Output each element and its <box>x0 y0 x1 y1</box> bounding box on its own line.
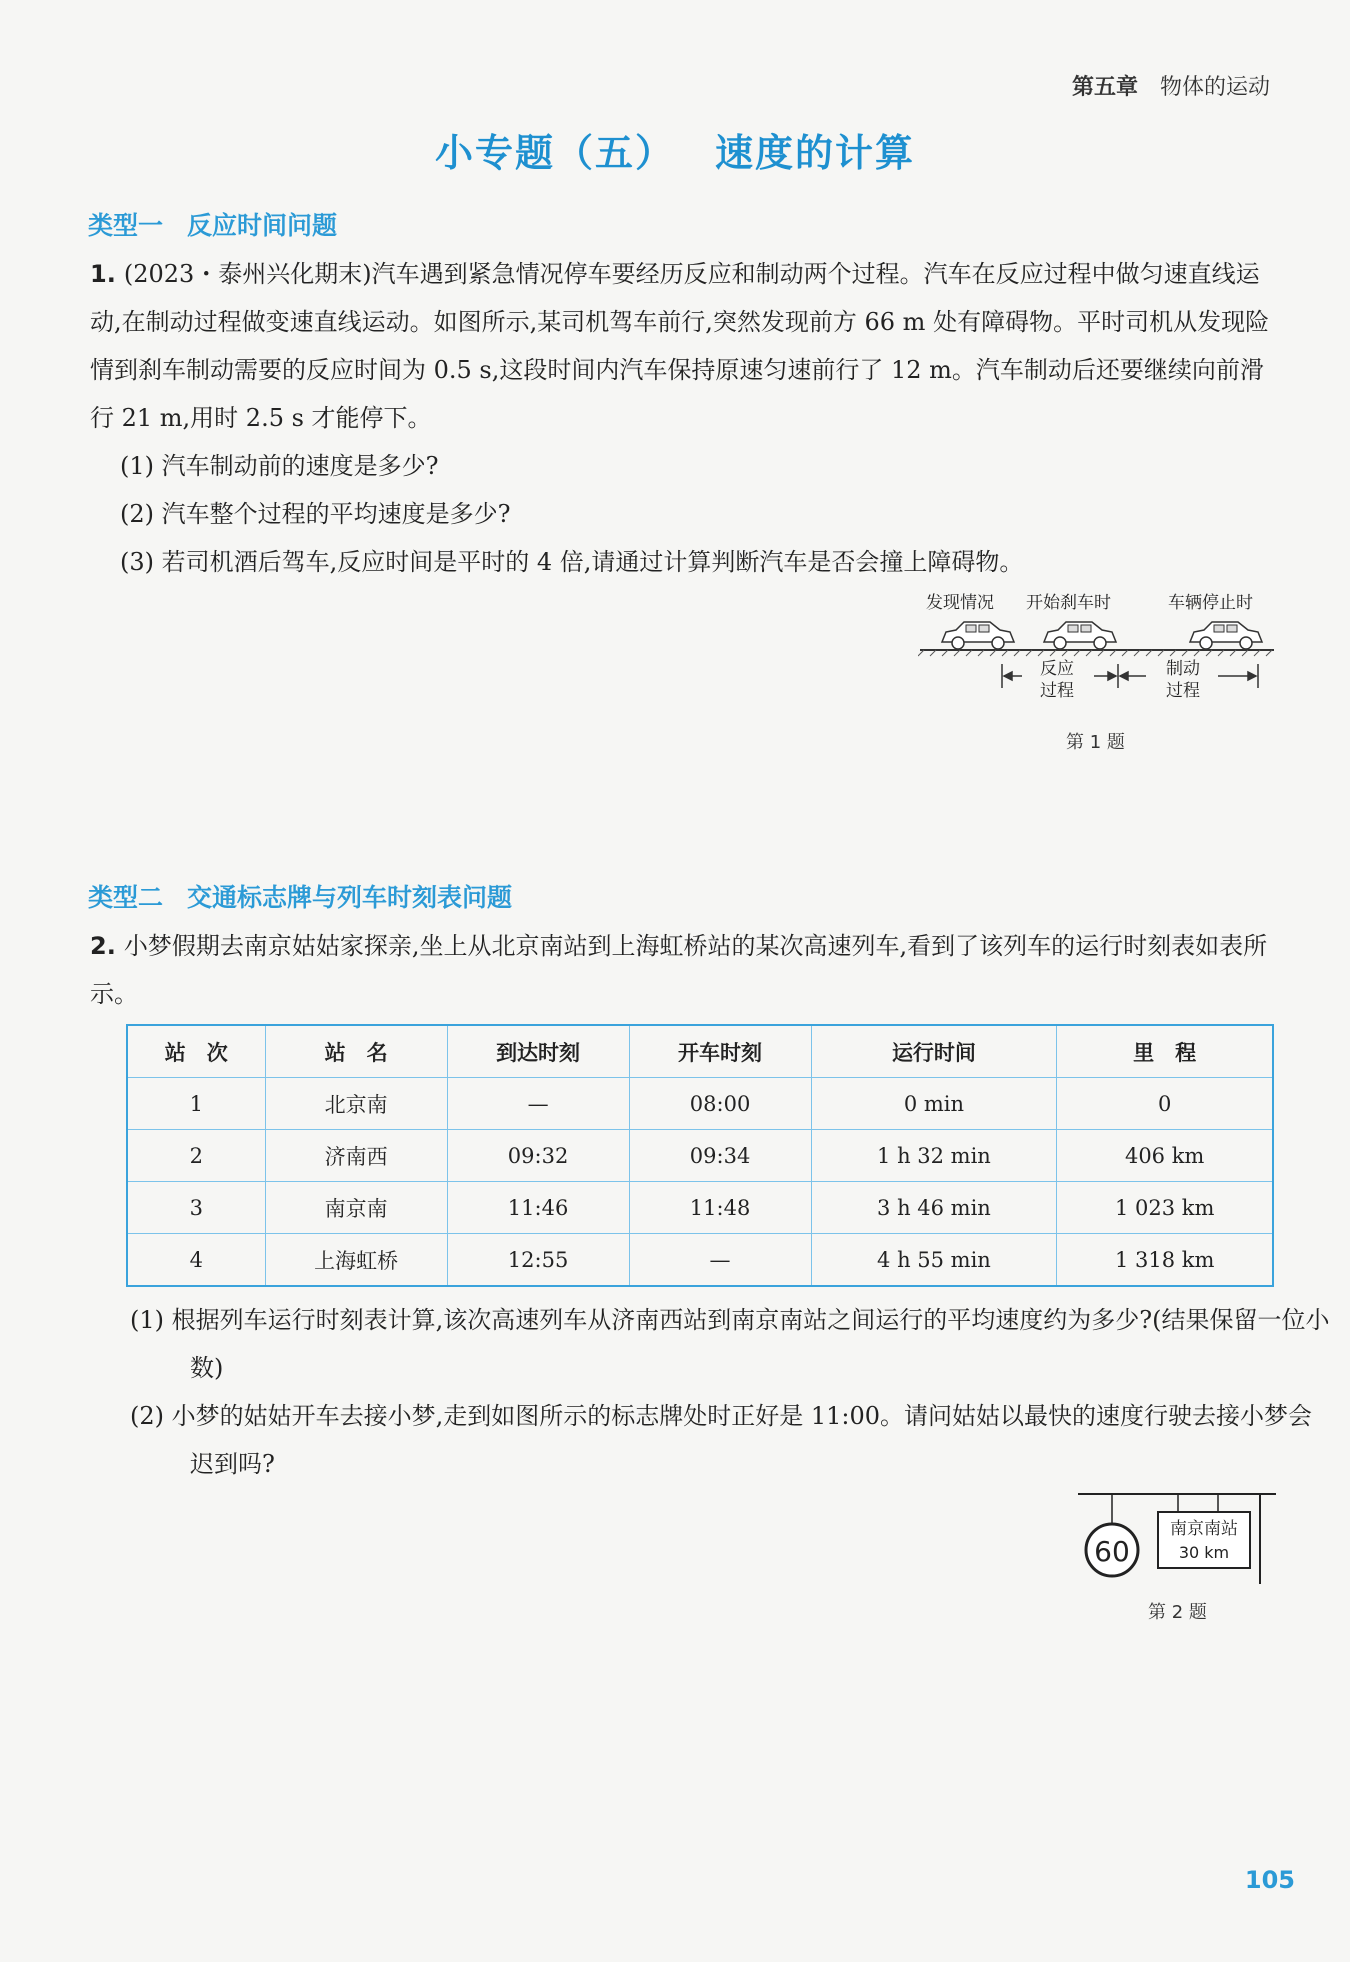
car-icon <box>942 622 1014 649</box>
table-row <box>127 1078 1273 1130</box>
table-cell: 济南西 <box>265 1130 447 1182</box>
question-1-sub-3: (3) 若司机酒后驾车,反应时间是平时的 4 倍,请通过计算判断汽车是否会撞上障碍物。 <box>120 548 1024 576</box>
question-1-text <box>90 250 1270 442</box>
label-brake-process-2: 过程 <box>1166 681 1200 701</box>
title-main: 小专题（五） <box>434 131 675 175</box>
table-cell: 09:32 <box>447 1130 629 1182</box>
table-cell: — <box>447 1078 629 1130</box>
section-heading-2 <box>88 878 512 914</box>
page-number: 105 <box>1244 1866 1295 1894</box>
table-cell: 0 min <box>811 1078 1057 1130</box>
table-cell: 12:55 <box>447 1234 629 1287</box>
section-heading-1 <box>88 206 337 242</box>
page-title <box>0 122 1350 177</box>
col-header: 运行时间 <box>811 1025 1057 1078</box>
figure-2-caption: 第 2 题 <box>1148 1602 1207 1623</box>
col-header: 站 次 <box>127 1025 265 1078</box>
title-sub: 速度的计算 <box>715 131 916 175</box>
table-cell: 4 h 55 min <box>811 1234 1057 1287</box>
table-cell: 0 <box>1057 1078 1273 1130</box>
question-2-sub-2: (2) 小梦的姑姑开车去接小梦,走到如图所示的标志牌处时正好是 11:00。请问姑姑以最快的速度行驶去接小梦会迟到吗? <box>130 1402 1313 1478</box>
question-2-text <box>90 922 1270 1018</box>
table-row <box>127 1234 1273 1287</box>
table-cell: 1 318 km <box>1057 1234 1273 1287</box>
sign-distance: 30 km <box>1178 1543 1230 1562</box>
col-header: 开车时刻 <box>629 1025 811 1078</box>
chapter-number: 第五章 <box>1071 75 1138 100</box>
label-found: 发现情况 <box>926 593 994 613</box>
train-timetable <box>126 1024 1274 1287</box>
section-name: 反应时间问题 <box>187 211 338 240</box>
table-row <box>127 1182 1273 1234</box>
table-cell: 406 km <box>1057 1130 1273 1182</box>
table-cell: 1 023 km <box>1057 1182 1273 1234</box>
section-tag: 类型一 <box>88 211 164 240</box>
table-cell: 2 <box>127 1130 265 1182</box>
label-react-2: 过程 <box>1040 681 1074 701</box>
traffic-sign-figure <box>1078 1488 1278 1598</box>
table-cell: 1 <box>127 1078 265 1130</box>
distance-sign <box>1158 1512 1250 1568</box>
table-cell: 上海虹桥 <box>265 1234 447 1287</box>
label-brake-start: 开始刹车时 <box>1026 593 1111 613</box>
table-cell: 北京南 <box>265 1078 447 1130</box>
question-1-sub-2: (2) 汽车整个过程的平均速度是多少? <box>120 500 511 528</box>
car-icon <box>1190 622 1262 649</box>
table-cell: 3 h 46 min <box>811 1182 1057 1234</box>
table-cell: 3 <box>127 1182 265 1234</box>
table-cell: 11:46 <box>447 1182 629 1234</box>
table-cell: — <box>629 1234 811 1287</box>
question-1-sub-1: (1) 汽车制动前的速度是多少? <box>120 452 439 480</box>
table-cell: 08:00 <box>629 1078 811 1130</box>
chapter-header <box>1072 70 1270 101</box>
chapter-title: 物体的运动 <box>1159 75 1270 100</box>
question-body: 小梦假期去南京姑姑家探亲,坐上从北京南站到上海虹桥站的某次高速列车,看到了该列车的运行时刻表如表所示。 <box>90 932 1268 1008</box>
label-stopped: 车辆停止时 <box>1168 593 1253 613</box>
table-cell: 1 h 32 min <box>811 1130 1057 1182</box>
sign-destination: 南京南站 <box>1170 1519 1238 1539</box>
label-brake-process-1: 制动 <box>1166 659 1200 679</box>
question-body: (2023・泰州兴化期末)汽车遇到紧急情况停车要经历反应和制动两个过程。汽车在反应过程中做匀速直线运动,在制动过程做变速直线运动。如图所示,某司机驾车前行,突然发现前方 66 m 处有障碍物。平时司机从发现险情到刹车制动需要的反应时间为 0.5 s,这段时间内汽车保持原速匀速前行了 12 m。汽车制动后还要继续向前滑行 21 m,用时 2.5 s 才能停下。 <box>90 260 1270 432</box>
section-name: 交通标志牌与列车时刻表问题 <box>187 883 513 912</box>
col-header: 站 名 <box>265 1025 447 1078</box>
question-2-sub-1: (1) 根据列车运行时刻表计算,该次高速列车从济南西站到南京南站之间运行的平均速度约为多少?(结果保留一位小数) <box>130 1306 1330 1382</box>
question-number: 2. <box>90 932 116 960</box>
speed-limit-value: 60 <box>1094 1535 1130 1568</box>
table-row <box>127 1130 1273 1182</box>
table-cell: 南京南 <box>265 1182 447 1234</box>
table-cell: 09:34 <box>629 1130 811 1182</box>
speed-limit-sign <box>1086 1524 1138 1576</box>
table-header-row <box>127 1025 1273 1078</box>
label-react-1: 反应 <box>1040 659 1074 679</box>
table-cell: 11:48 <box>629 1182 811 1234</box>
section-tag: 类型二 <box>88 883 164 912</box>
col-header: 里 程 <box>1057 1025 1273 1078</box>
table-cell: 4 <box>127 1234 265 1287</box>
car-braking-figure <box>918 584 1278 714</box>
col-header: 到达时刻 <box>447 1025 629 1078</box>
car-icon <box>1044 622 1116 649</box>
question-number: 1. <box>90 260 116 288</box>
figure-1-caption: 第 1 题 <box>1066 732 1125 753</box>
